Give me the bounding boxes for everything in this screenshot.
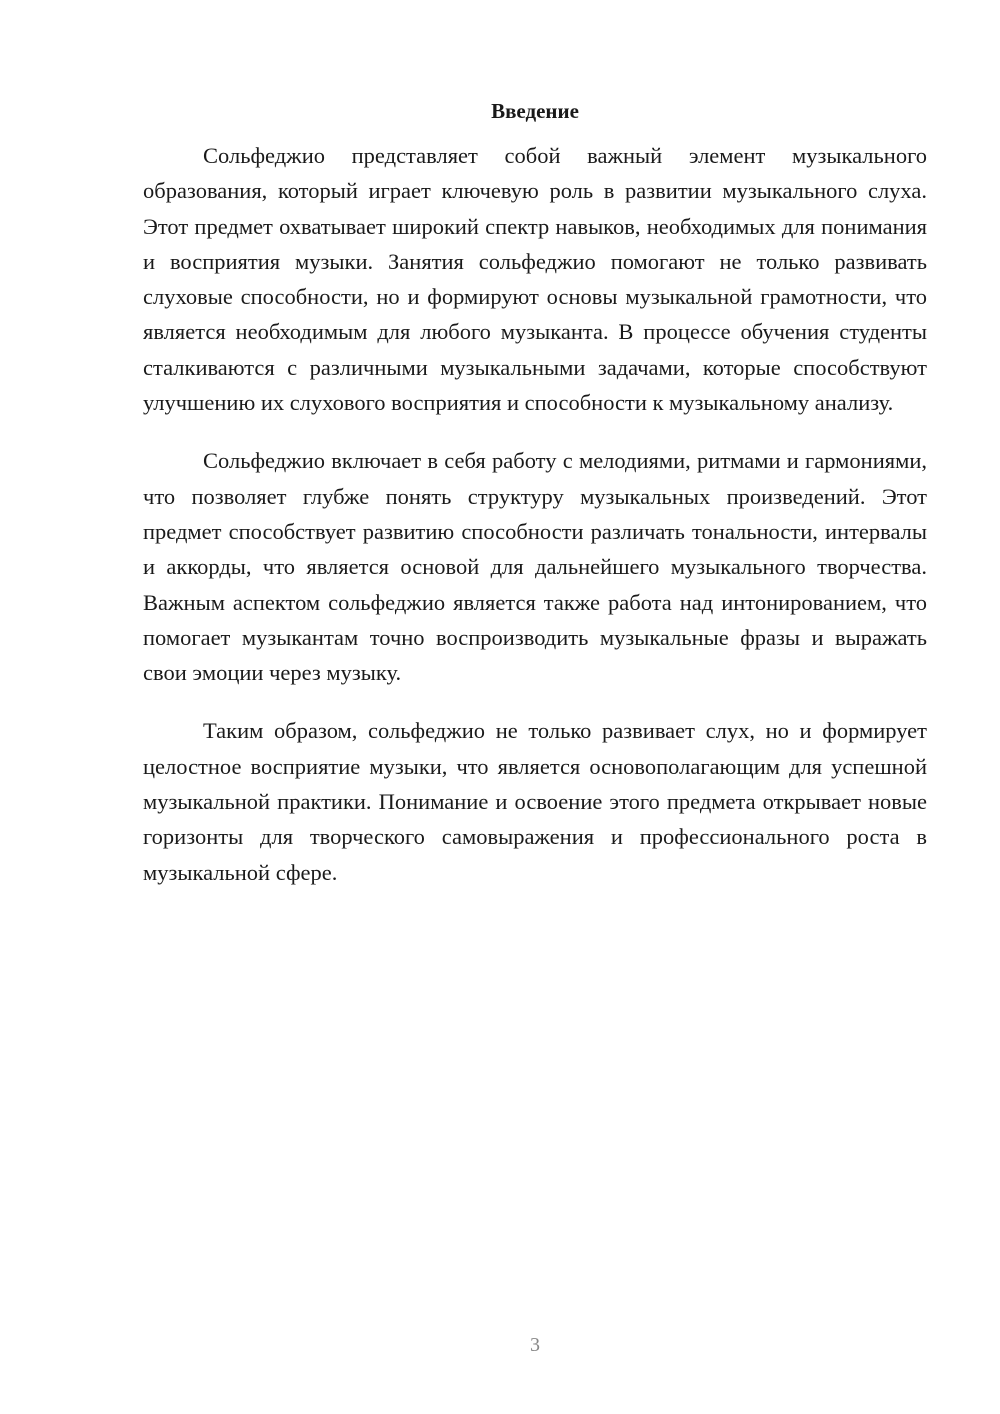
section-title: Введение xyxy=(491,99,579,123)
paragraph-2: Сольфеджио включает в себя работу с мелодиями, ритмами и гармониями, что позволяет глубже понять структуру музыкальных произведений. Этот предмет способствует развитию способности различать тональности, интервалы и аккорды, что является основой для дальнейшего музыкального творчества. Важным аспектом сольфеджио является также работа над интонированием, что помогает музыкантам точно воспроизводить музыкальные фразы и выражать свои эмоции через музыку. xyxy=(143,448,927,686)
paragraph-3: Таким образом, сольфеджио не только развивает слух, но и формирует целостное восприятие музыки, что является основополагающим для успешной музыкальной практики. Понимание и освоение этого предмета открывает новые горизонты для творческого самовыражения и профессионального роста в музыкальной сфере. xyxy=(143,718,927,885)
document-body xyxy=(143,96,927,890)
paragraph-1: Сольфеджио представляет собой важный элемент музыкального образования, который играет ключевую роль в развитии музыкального слуха. Этот предмет охватывает широкий спектр навыков, необходимых для понимания и восприятия музыки. Занятия сольфеджио помогают не только развивать слуховые способности, но и формируют основы музыкальной грамотности, что является необходимым для любого музыканта. В процессе обучения студенты сталкиваются с различными музыкальными задачами, которые способствуют улучшению их слухового восприятия и способности к музыкальному анализу. xyxy=(143,143,927,416)
page-number: 3 xyxy=(530,1334,540,1356)
